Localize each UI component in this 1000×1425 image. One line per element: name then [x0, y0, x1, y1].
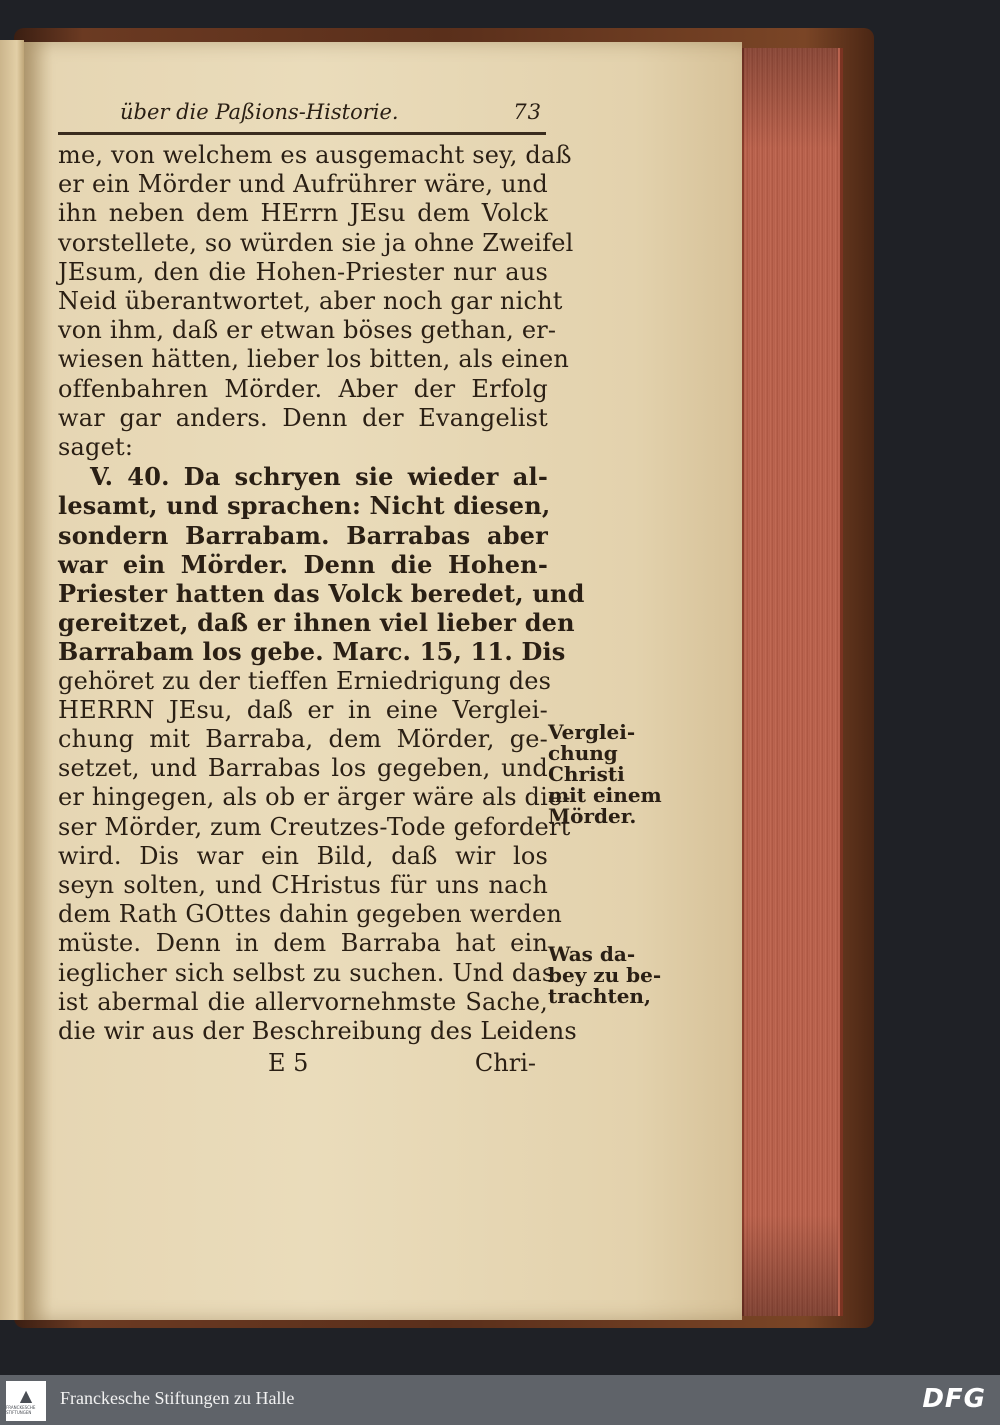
text-line: gereitzet, daß er ihnen viel lieber den: [58, 608, 575, 638]
text-line: ist abermal die allervornehmste Sache,: [58, 987, 548, 1016]
text-line: V. 40. Da schryen sie wieder al-: [90, 462, 548, 492]
margin-note-line: bey zu be-: [548, 963, 662, 987]
margin-note-line: Mörder.: [548, 804, 637, 828]
running-header: [58, 100, 548, 126]
margin-note-line: Was da-: [548, 942, 636, 966]
viewer-footer-bar: [0, 1375, 1000, 1425]
margin-note-comparison: [548, 720, 662, 828]
text-line: Barrabam los gebe. Marc. 15, 11. Dis: [58, 637, 566, 667]
signature-mark: E 5: [268, 1049, 309, 1078]
margin-note-line: Christi: [548, 762, 625, 786]
eagle-icon: ▲: [19, 1386, 33, 1405]
page-text-block: [58, 100, 585, 1078]
text-line: Neid überantwortet, aber noch gar nicht: [58, 287, 563, 316]
text-line: von ihm, daß er etwan böses gethan, er-: [58, 316, 557, 345]
margin-note-line: trachten,: [548, 984, 651, 1008]
text-line: war ein Mörder. Denn die Hohen-: [58, 549, 548, 579]
body-text: [58, 141, 585, 1046]
text-line: war gar anders. Denn der Evangelist: [58, 403, 548, 432]
bleed-through-marks: [564, 252, 674, 278]
text-line: vorstellete, so würden sie ja ohne Zweifel: [58, 228, 574, 257]
header-rule: [58, 132, 546, 135]
catchword: Chri-: [474, 1049, 536, 1078]
text-line: HERRN JEsu, daß er in eine Verglei-: [58, 695, 548, 724]
text-line: ser Mörder, zum Creutzes-Tode gefordert: [58, 812, 571, 841]
running-title: über die Paßions-Historie.: [120, 100, 399, 124]
text-line: er hingegen, als ob er ärger wäre als die-: [58, 783, 571, 812]
text-line: seyn solten, und CHristus für uns nach: [58, 871, 548, 900]
margin-note-line: mit einem: [548, 783, 662, 807]
text-line: saget:: [58, 433, 134, 462]
text-line: müste. Denn in dem Barraba hat ein: [58, 929, 548, 958]
text-line: wiesen hätten, lieber los bitten, als einen: [58, 345, 570, 374]
institution-name: Franckesche Stiftungen zu Halle: [60, 1388, 295, 1408]
text-line: ihn neben dem HErrn JEsu dem Volck: [58, 199, 548, 228]
text-line: chung mit Barraba, dem Mörder, ge-: [58, 725, 548, 754]
franckesche-logo: ▲ FRANCKESCHE STIFTUNGEN: [6, 1381, 46, 1421]
text-line: lesamt, und sprachen: Nicht diesen,: [58, 491, 551, 521]
page-footer-line: [58, 1046, 548, 1078]
text-line: ieglicher sich selbst zu suchen. Und das: [58, 958, 555, 987]
margin-note-line: Verglei-: [548, 720, 636, 744]
text-line: me, von welchem es ausgemacht sey, daß: [58, 141, 572, 169]
text-line: offenbahren Mörder. Aber der Erfolg: [58, 374, 548, 403]
text-line: setzet, und Barrabas los gegeben, und: [58, 754, 548, 783]
text-line: wird. Dis war ein Bild, daß wir los: [58, 841, 548, 870]
text-line: dem Rath GOttes dahin gegeben werden: [58, 900, 563, 929]
text-line: sondern Barrabam. Barrabas aber: [58, 520, 548, 550]
text-line: gehöret zu der tieffen Erniedrigung des: [58, 666, 552, 695]
margin-note-line: chung: [548, 741, 618, 765]
text-line: JEsum, den die Hohen-Priester nur aus: [58, 257, 548, 286]
text-line: die wir aus der Beschreibung des Leidens: [58, 1017, 577, 1046]
page-number: 73: [513, 100, 542, 124]
text-line: Priester hatten das Volck beredet, und: [58, 579, 585, 609]
left-page-edge: [0, 40, 24, 1320]
dfg-logo: DFG: [922, 1384, 986, 1414]
margin-note-consider: [548, 942, 662, 1008]
text-line: er ein Mörder und Aufrührer wäre, und: [58, 170, 548, 199]
